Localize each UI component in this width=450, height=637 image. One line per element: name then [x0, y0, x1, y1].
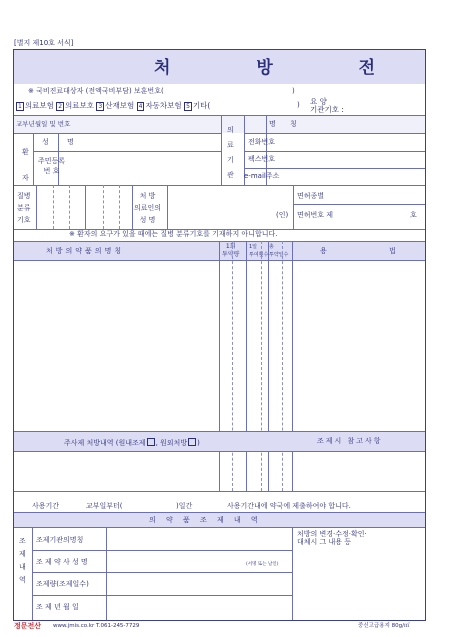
inst-fax-label: 팩스번호: [248, 155, 276, 163]
rx-times-header: 1일 투여횟수: [249, 244, 269, 258]
rx-days-header: 총 투약일수: [269, 244, 289, 258]
insurance-options: 1 의료보험 2 의료보호 3 산재보험 4 자동차보험 5 기타(: [18, 101, 211, 110]
inst-phone-label: 전화번호: [248, 138, 276, 146]
license-no-label: 면허번호 제: [297, 211, 334, 219]
inst-email-label: e-mail주소: [244, 172, 280, 180]
period-from: 교부일부터(: [86, 502, 123, 510]
period-days: )일간: [176, 502, 193, 510]
change-note: 처방의 변경·수정·확인· 대체시 그 내용 등: [297, 530, 367, 546]
insurance-close2: ): [297, 101, 300, 109]
insurance-line: ※ 국비진료대상자 (전액국비부담) 보훈번호(: [28, 87, 164, 95]
rx-drug-header: 처방의약품의명칭: [46, 247, 125, 255]
notice: ※ 환자의 요구가 있을 때에는 질병 분류기호를 기재하지 아니합니다.: [69, 230, 278, 238]
footer-paper: 중신고급용지 80g/㎡: [358, 623, 410, 629]
dispense-side-label: 조 제 내 역: [19, 537, 26, 584]
dispense-ref-label: 조제시 참고사항: [317, 437, 383, 445]
doctor-label: 처 방 의료인의 성 명: [134, 192, 162, 224]
footer-site: www.jmis.co.kr T.061-245-7729: [53, 623, 140, 629]
prescription-form: [13, 49, 426, 621]
license-ho: 호: [410, 211, 417, 219]
resident-no-label: 주민등록 번 호: [38, 157, 66, 175]
patient-name-label: 성 명: [42, 138, 82, 146]
patient-label: 환 자: [22, 148, 29, 182]
dispense-row-1: 조제기관의명칭: [36, 536, 84, 544]
disease-code-label: 질병 분류 기호: [17, 192, 31, 224]
form-number: [별지 제10호 서식]: [14, 39, 74, 47]
inst-name-label: 명 칭: [269, 120, 303, 128]
dispense-row-2: 조 제 약 사 성 명: [36, 558, 88, 566]
license-type-label: 면허종별: [297, 192, 325, 200]
dispense-row-4: 조 제 년 월 일: [36, 603, 79, 611]
rx-dose-header: 1회 투약량: [222, 243, 240, 258]
insurance-close: ): [292, 87, 295, 95]
period-label: 사용기간: [32, 502, 60, 510]
injection-label: 주사제 처방내역 (원내조제 , 원외처방 ): [64, 439, 200, 447]
agency-code: 요 양 기관기호 :: [310, 97, 344, 114]
date-no-label: 교부년월일 및 번호: [16, 120, 71, 128]
institution-label: 의 료 기 관: [227, 126, 234, 179]
footer-brand: 정문전산: [14, 622, 42, 630]
period-note: 사용기간내에 약국에 제출하여야 합니다.: [227, 502, 351, 510]
dispense-row-3: 조제량(조제일수): [36, 580, 89, 588]
form-title: 처 방 전: [154, 58, 416, 78]
sign-note: (서명 또는 날인): [246, 562, 279, 567]
dispense-title: 의 약 품 조 제 내 역: [149, 516, 262, 524]
rx-usage-header: 용 법: [320, 247, 426, 255]
seal-mark: (인): [276, 211, 289, 219]
